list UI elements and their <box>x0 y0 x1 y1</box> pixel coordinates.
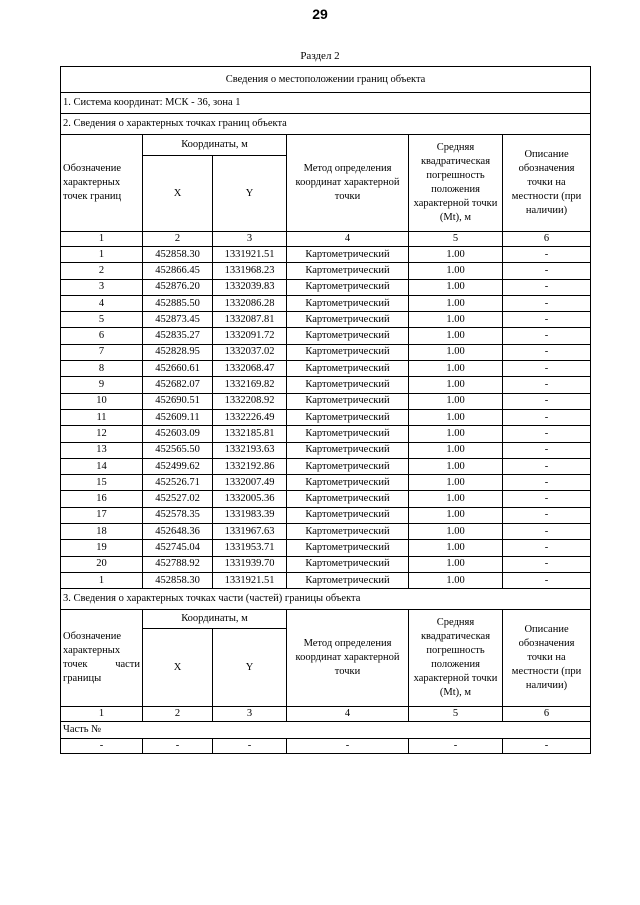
column-number: 2 <box>143 232 213 247</box>
error: 1.00 <box>409 377 503 393</box>
point-id: 11 <box>61 409 143 425</box>
empty-cell: - <box>409 739 503 754</box>
coord-x: 452873.45 <box>143 312 213 328</box>
description: - <box>503 312 591 328</box>
section-label: Раздел 2 <box>300 50 340 62</box>
method: Картометрический <box>287 491 409 507</box>
header-coords: Координаты, м <box>143 135 287 156</box>
point-id: 6 <box>61 328 143 344</box>
table-row <box>61 556 591 572</box>
table-row <box>61 442 591 458</box>
coord-system: 1. Система координат: МСК - 36, зона 1 <box>61 93 591 114</box>
point-id: 5 <box>61 312 143 328</box>
page-number: 29 <box>312 6 328 22</box>
description: - <box>503 442 591 458</box>
point-id: 8 <box>61 361 143 377</box>
error: 1.00 <box>409 312 503 328</box>
method: Картометрический <box>287 377 409 393</box>
table-row <box>61 377 591 393</box>
coord-y: 1332039.83 <box>213 279 287 295</box>
coord-x: 452682.07 <box>143 377 213 393</box>
coord-x: 452788.92 <box>143 556 213 572</box>
description: - <box>503 263 591 279</box>
coord-y: 1332005.36 <box>213 491 287 507</box>
table-row <box>61 475 591 491</box>
header-method: Метод определения координат характерной точки <box>287 135 409 232</box>
table-row <box>61 491 591 507</box>
coord-y: 1332185.81 <box>213 426 287 442</box>
coord-x: 452866.45 <box>143 263 213 279</box>
table-row <box>61 426 591 442</box>
error: 1.00 <box>409 442 503 458</box>
description: - <box>503 556 591 572</box>
header3-desc: Описание обозначения точки на местности (при наличии) <box>503 610 591 707</box>
description: - <box>503 279 591 295</box>
column-number: 5 <box>409 232 503 247</box>
coord-y: 1331939.70 <box>213 556 287 572</box>
method: Картометрический <box>287 524 409 540</box>
method: Картометрический <box>287 393 409 409</box>
header3-method: Метод определения координат характерной точки <box>287 610 409 707</box>
header3-designation: Обозначение характерных точек части границы <box>61 610 143 707</box>
coord-y: 1331953.71 <box>213 540 287 556</box>
description: - <box>503 507 591 523</box>
coord-x: 452648.36 <box>143 524 213 540</box>
coord-y: 1331967.63 <box>213 524 287 540</box>
coord-y: 1332192.86 <box>213 458 287 474</box>
coord-y: 1332068.47 <box>213 361 287 377</box>
error: 1.00 <box>409 540 503 556</box>
description: - <box>503 328 591 344</box>
error: 1.00 <box>409 295 503 311</box>
coord-x: 452858.30 <box>143 572 213 588</box>
error: 1.00 <box>409 344 503 360</box>
description: - <box>503 361 591 377</box>
coord-x: 452835.27 <box>143 328 213 344</box>
table-row <box>61 393 591 409</box>
method: Картометрический <box>287 312 409 328</box>
coord-y: 1332087.81 <box>213 312 287 328</box>
table-row <box>61 247 591 263</box>
coord-y: 1332091.72 <box>213 328 287 344</box>
point-id: 16 <box>61 491 143 507</box>
part2-title: 2. Сведения о характерных точках границ объекта <box>61 114 591 135</box>
point-id: 15 <box>61 475 143 491</box>
empty-cell: - <box>287 739 409 754</box>
empty-cell: - <box>61 739 143 754</box>
header-error: Средняя квадратическая погрешность положения характерной точки (Mt), м <box>409 135 503 232</box>
method: Картометрический <box>287 295 409 311</box>
method: Картометрический <box>287 540 409 556</box>
column-number: 1 <box>61 232 143 247</box>
column-numbers-row <box>61 232 591 247</box>
method: Картометрический <box>287 344 409 360</box>
empty-cell: - <box>143 739 213 754</box>
point-id: 20 <box>61 556 143 572</box>
column-number: 3 <box>213 232 287 247</box>
column-numbers-row-3 <box>61 707 591 722</box>
error: 1.00 <box>409 426 503 442</box>
coord-x: 452499.62 <box>143 458 213 474</box>
description: - <box>503 572 591 588</box>
method: Картометрический <box>287 475 409 491</box>
header-designation: Обозначение характерных точек границ <box>61 135 143 232</box>
empty-cell: - <box>213 739 287 754</box>
empty-row <box>61 739 591 754</box>
boundary-table <box>60 66 591 754</box>
coord-x: 452565.50 <box>143 442 213 458</box>
column-number: 4 <box>287 707 409 722</box>
column-number: 1 <box>61 707 143 722</box>
table-row <box>61 328 591 344</box>
coord-x: 452526.71 <box>143 475 213 491</box>
point-id: 10 <box>61 393 143 409</box>
method: Картометрический <box>287 442 409 458</box>
error: 1.00 <box>409 572 503 588</box>
point-id: 17 <box>61 507 143 523</box>
table-row <box>61 361 591 377</box>
point-id: 14 <box>61 458 143 474</box>
error: 1.00 <box>409 393 503 409</box>
coord-x: 452828.95 <box>143 344 213 360</box>
error: 1.00 <box>409 409 503 425</box>
method: Картометрический <box>287 426 409 442</box>
coord-x: 452858.30 <box>143 247 213 263</box>
point-id: 18 <box>61 524 143 540</box>
error: 1.00 <box>409 507 503 523</box>
part-label: Часть № <box>61 722 591 739</box>
column-number: 6 <box>503 707 591 722</box>
point-id: 12 <box>61 426 143 442</box>
description: - <box>503 295 591 311</box>
table-title: Сведения о местоположении границ объекта <box>61 67 591 93</box>
column-number: 5 <box>409 707 503 722</box>
coord-y: 1331921.51 <box>213 247 287 263</box>
table-row <box>61 344 591 360</box>
description: - <box>503 524 591 540</box>
table-row <box>61 263 591 279</box>
column-number: 2 <box>143 707 213 722</box>
coord-x: 452609.11 <box>143 409 213 425</box>
error: 1.00 <box>409 475 503 491</box>
point-id: 1 <box>61 572 143 588</box>
description: - <box>503 458 591 474</box>
header3-coords: Координаты, м <box>143 610 287 629</box>
method: Картометрический <box>287 279 409 295</box>
coord-y: 1332037.02 <box>213 344 287 360</box>
error: 1.00 <box>409 361 503 377</box>
point-id: 1 <box>61 247 143 263</box>
empty-cell: - <box>503 739 591 754</box>
description: - <box>503 491 591 507</box>
table-row <box>61 524 591 540</box>
point-id: 4 <box>61 295 143 311</box>
description: - <box>503 377 591 393</box>
coord-x: 452578.35 <box>143 507 213 523</box>
coord-x: 452876.20 <box>143 279 213 295</box>
point-id: 2 <box>61 263 143 279</box>
table-row <box>61 572 591 588</box>
column-number: 4 <box>287 232 409 247</box>
method: Картометрический <box>287 328 409 344</box>
header-x: X <box>143 156 213 232</box>
method: Картометрический <box>287 409 409 425</box>
method: Картометрический <box>287 507 409 523</box>
coord-y: 1332208.92 <box>213 393 287 409</box>
header3-x: X <box>143 629 213 707</box>
coord-y: 1332007.49 <box>213 475 287 491</box>
method: Картометрический <box>287 247 409 263</box>
point-id: 19 <box>61 540 143 556</box>
description: - <box>503 475 591 491</box>
error: 1.00 <box>409 491 503 507</box>
description: - <box>503 344 591 360</box>
table-row <box>61 312 591 328</box>
header-desc: Описание обозначения точки на местности (при наличии) <box>503 135 591 232</box>
coord-y: 1331983.39 <box>213 507 287 523</box>
error: 1.00 <box>409 556 503 572</box>
header3-error: Средняя квадратическая погрешность положения характерной точки (Mt), м <box>409 610 503 707</box>
coord-x: 452745.04 <box>143 540 213 556</box>
table-row <box>61 507 591 523</box>
coord-y: 1332086.28 <box>213 295 287 311</box>
description: - <box>503 409 591 425</box>
error: 1.00 <box>409 279 503 295</box>
coord-x: 452660.61 <box>143 361 213 377</box>
description: - <box>503 247 591 263</box>
point-id: 9 <box>61 377 143 393</box>
method: Картометрический <box>287 361 409 377</box>
error: 1.00 <box>409 328 503 344</box>
table-row <box>61 458 591 474</box>
header-y: Y <box>213 156 287 232</box>
table-row <box>61 540 591 556</box>
method: Картометрический <box>287 263 409 279</box>
coord-x: 452527.02 <box>143 491 213 507</box>
error: 1.00 <box>409 524 503 540</box>
part3-title: 3. Сведения о характерных точках части (частей) границы объекта <box>61 589 591 610</box>
coord-y: 1331921.51 <box>213 572 287 588</box>
description: - <box>503 540 591 556</box>
error: 1.00 <box>409 247 503 263</box>
coord-y: 1332169.82 <box>213 377 287 393</box>
description: - <box>503 426 591 442</box>
coord-x: 452885.50 <box>143 295 213 311</box>
column-number: 3 <box>213 707 287 722</box>
table-row <box>61 295 591 311</box>
method: Картометрический <box>287 572 409 588</box>
coord-y: 1332193.63 <box>213 442 287 458</box>
coord-y: 1331968.23 <box>213 263 287 279</box>
error: 1.00 <box>409 458 503 474</box>
point-id: 13 <box>61 442 143 458</box>
table-row <box>61 409 591 425</box>
point-id: 7 <box>61 344 143 360</box>
header3-y: Y <box>213 629 287 707</box>
coord-x: 452603.09 <box>143 426 213 442</box>
column-number: 6 <box>503 232 591 247</box>
point-id: 3 <box>61 279 143 295</box>
method: Картометрический <box>287 458 409 474</box>
description: - <box>503 393 591 409</box>
coord-x: 452690.51 <box>143 393 213 409</box>
method: Картометрический <box>287 556 409 572</box>
error: 1.00 <box>409 263 503 279</box>
table-row <box>61 279 591 295</box>
coord-y: 1332226.49 <box>213 409 287 425</box>
